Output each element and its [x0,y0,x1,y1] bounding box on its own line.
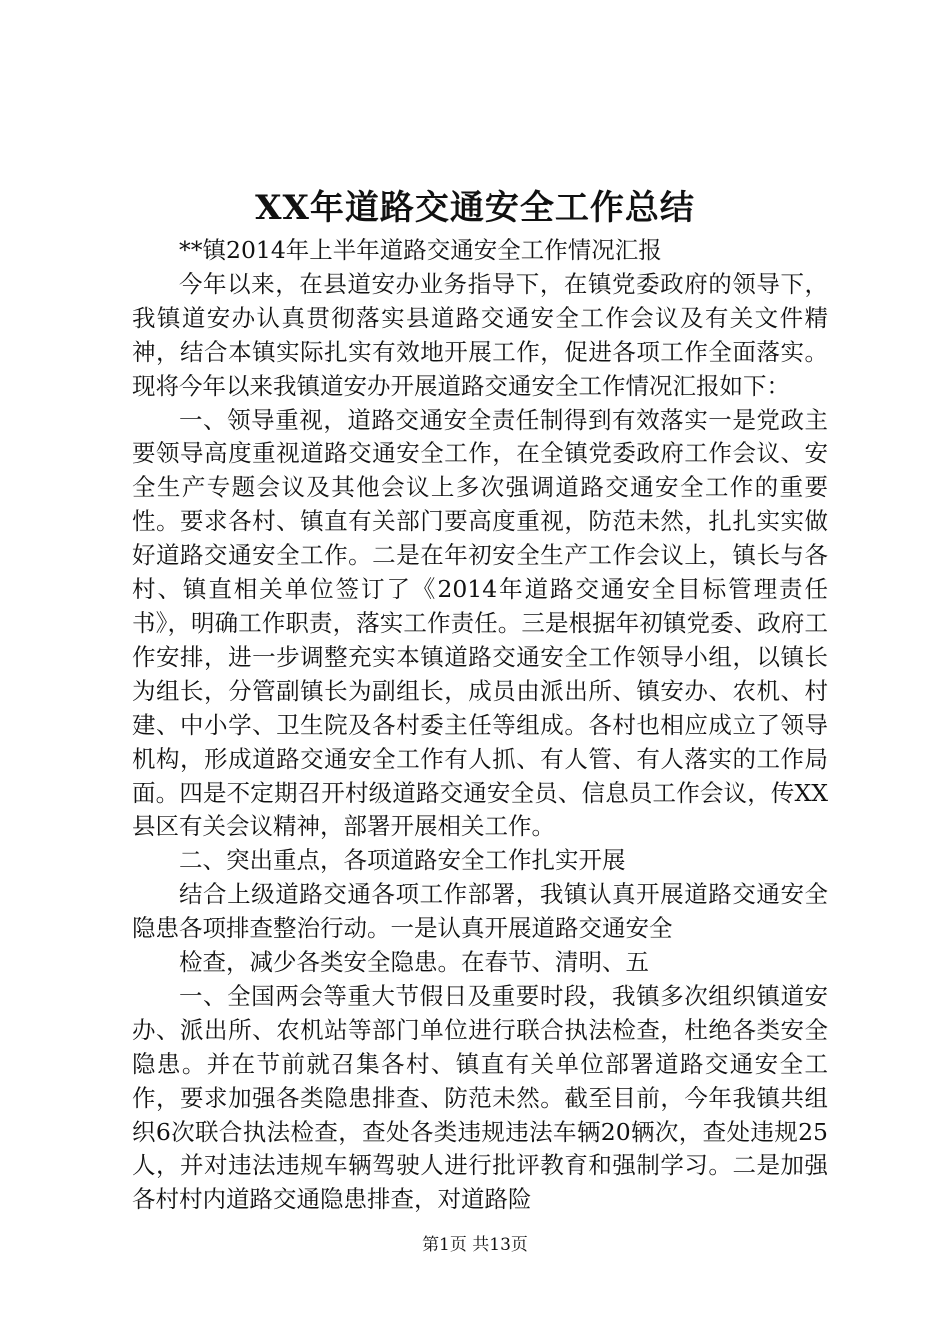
paragraph-holidays: 一、全国两会等重大节假日及重要时段，我镇多次组织镇道安办、派出所、农机站等部门单位进行联合执法检查，杜绝各类安全隐患。并在节前就召集各村、镇直有关单位部署道路交通安全工作，要求加强各类隐患排查、防范未然。截至目前，今年我镇共组织6次联合执法检查，查处各类违规违法车辆20辆次，查处违规25人，并对违法违规车辆驾驶人进行批评教育和强制学习。二是加强各村村内道路交通隐患排查，对道路险 [132,981,828,1214]
paragraph-section-2-intro: 结合上级道路交通各项工作部署，我镇认真开展道路交通安全隐患各项排查整治行动。一是认真开展道路交通安全 [132,880,828,943]
document-body [132,234,828,1217]
paragraph-section-2-heading: 二、突出重点，各项道路安全工作扎实开展 [179,846,626,875]
page-number-footer: 第1页 共13页 [422,1235,528,1255]
paragraph-subtitle: **镇2014年上半年道路交通安全工作情况汇报 [179,236,662,264]
paragraph-intro: 今年以来，在县道安办业务指导下，在镇党委政府的领导下，我镇道安办认真贯彻落实县道路交通安全工作会议及有关文件精神，结合本镇实际扎实有效地开展工作，促进各项工作全面落实。现将今年以来我镇道安办开展道路交通安全工作情况汇报如下： [132,269,828,400]
paragraph-inspection: 检查，减少各类安全隐患。在春节、清明、五 [179,948,649,977]
document-title: XX年道路交通安全工作总结 [255,188,695,228]
paragraph-section-1: 一、领导重视，道路交通安全责任制得到有效落实一是党政主要领导高度重视道路交通安全工作，在全镇党委政府工作会议、安全生产专题会议及其他会议上多次强调道路交通安全工作的重要性。要求各村、镇直有关部门要高度重视，防范未然，扎扎实实做好道路交通安全工作。二是在年初安全生产工作会议上，镇长与各村、镇直相关单位签订了《2014年道路交通安全目标管理责任书》，明确工作职责，落实工作责任。三是根据年初镇党委、政府工作安排，进一步调整充实本镇道路交通安全工作领导小组，以镇长为组长，分管副镇长为副组长，成员由派出所、镇安办、农机、村建、中小学、卫生院及各村委主任等组成。各村也相应成立了领导机构，形成道路交通安全工作有人抓、有人管、有人落实的工作局面。四是不定期召开村级道路交通安全员、信息员工作会议，传XX县区有关会议精神，部署开展相关工作。 [132,405,828,841]
